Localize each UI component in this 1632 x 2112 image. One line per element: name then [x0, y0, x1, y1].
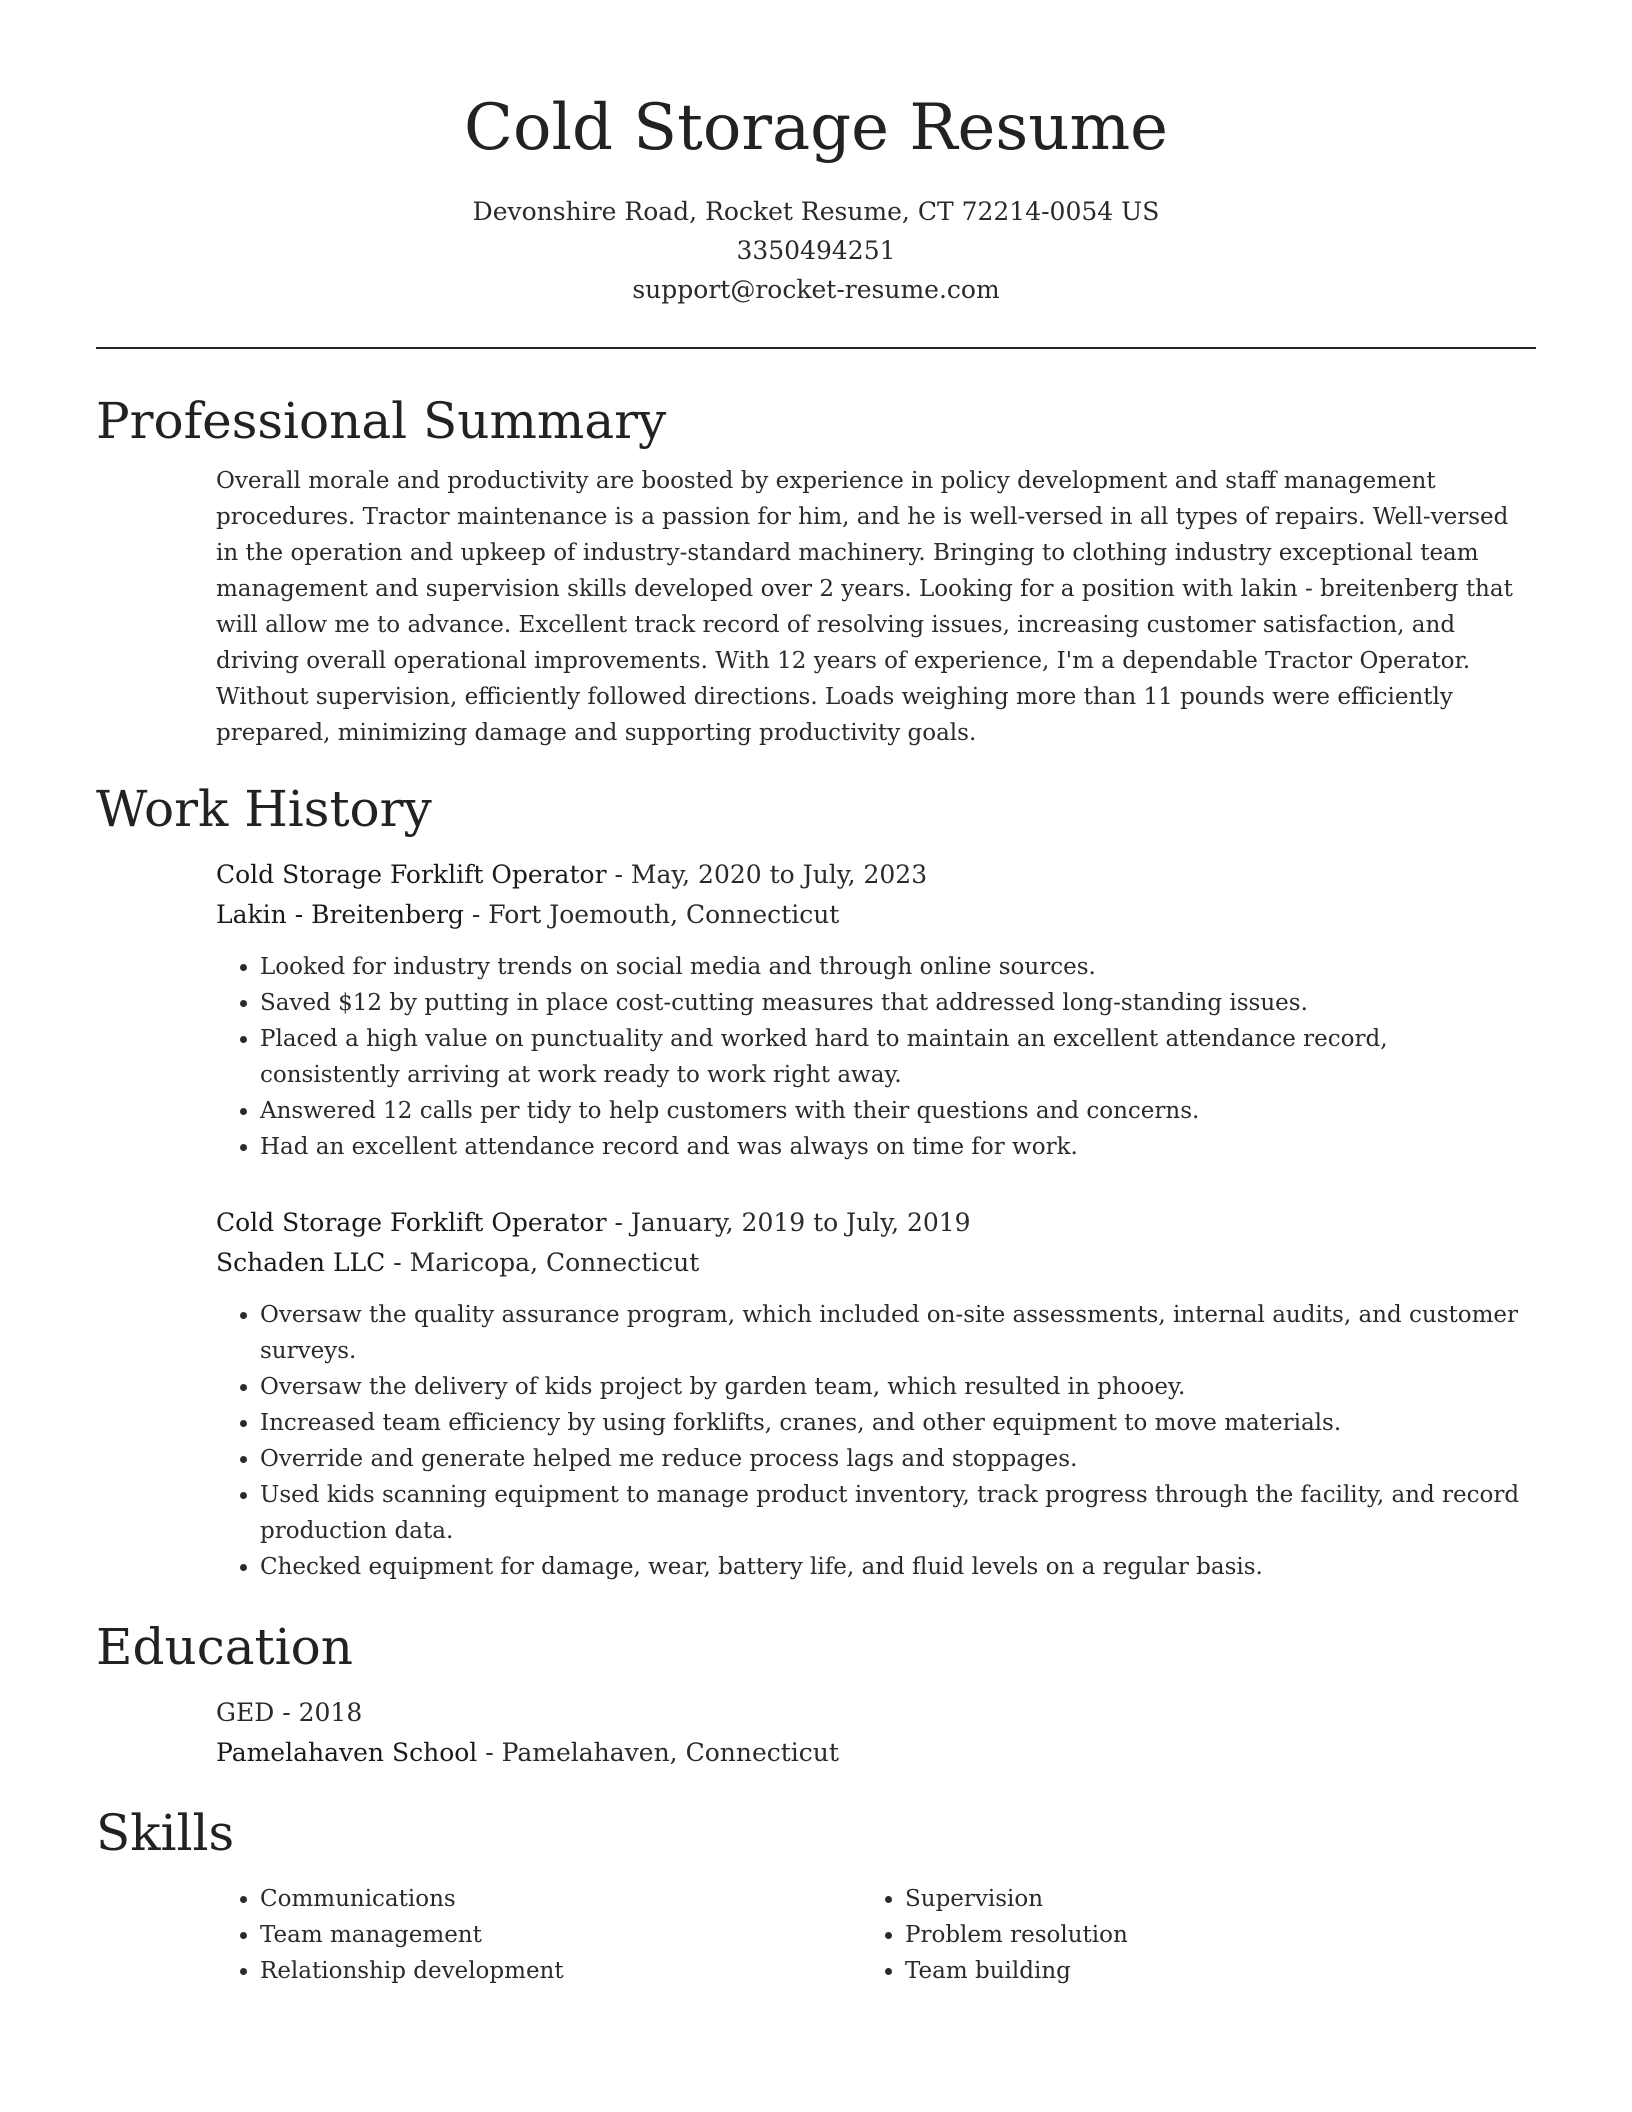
- degree-line: [216, 1693, 1520, 1733]
- job-bullet: • Oversaw the quality assurance program, which included on-site assessments, internal audits, and customer surveys.: [260, 1297, 1520, 1369]
- job-bullet: • Increased team efficiency by using forklifts, cranes, and other equipment to move materials.: [260, 1405, 1520, 1441]
- degree: GED: [216, 1698, 275, 1727]
- work-history-section: [96, 777, 1536, 1585]
- job-bullet: • Override and generate helped me reduce process lags and stoppages.: [260, 1441, 1520, 1477]
- skills-heading: Skills: [96, 1804, 235, 1862]
- job-bullet: • Had an excellent attendance record and was always on time for work.: [260, 1129, 1520, 1165]
- job-dates: - January, 2019 to July, 2019: [606, 1208, 971, 1237]
- job-location: - Maricopa, Connecticut: [385, 1248, 700, 1277]
- skills-column-right: [861, 1881, 1506, 1989]
- job-title-line: [216, 1203, 1520, 1243]
- job-bullet: • Saved $12 by putting in place cost-cutting measures that addressed long-standing issues.: [260, 985, 1520, 1021]
- education-section: [96, 1615, 1536, 1773]
- job-company: Lakin - Breitenberg: [216, 900, 464, 929]
- work-history-heading: Work History: [96, 780, 432, 838]
- skills-grid: [216, 1881, 1520, 1989]
- school-name: Pamelahaven School: [216, 1738, 478, 1767]
- summary-heading: Professional Summary: [96, 392, 667, 450]
- job-bullet: • Answered 12 calls per tidy to help customers with their questions and concerns.: [260, 1093, 1520, 1129]
- job-company: Schaden LLC: [216, 1248, 386, 1277]
- job-bullet: • Placed a high value on punctuality and worked hard to maintain an excellent attendance record, consistently arriving at work ready to work right away.: [260, 1021, 1520, 1093]
- skill-item: • Problem resolution: [905, 1917, 1506, 1953]
- header-divider: [96, 347, 1536, 349]
- resume-title: Cold Storage Resume: [464, 91, 1168, 165]
- email: support@rocket-resume.com: [632, 275, 1000, 304]
- job-bullet: • Oversaw the delivery of kids project by garden team, which resulted in phooey.: [260, 1369, 1520, 1405]
- skill-item: • Team management: [260, 1917, 861, 1953]
- job-entry: [216, 855, 1520, 1165]
- graduation-year: - 2018: [274, 1698, 363, 1727]
- school-location: - Pamelahaven, Connecticut: [477, 1738, 839, 1767]
- contact-block: [96, 192, 1536, 309]
- education-entry: [216, 1693, 1520, 1773]
- skills-column-left: [216, 1881, 861, 1989]
- job-location: - Fort Joemouth, Connecticut: [463, 900, 840, 929]
- resume-header: [96, 0, 1536, 309]
- job-entry: [216, 1203, 1520, 1585]
- job-company-line: [216, 895, 1520, 935]
- phone: 3350494251: [736, 236, 896, 265]
- job-bullets: [216, 949, 1520, 1165]
- job-position: Cold Storage Forklift Operator: [216, 860, 607, 889]
- skill-item: • Team building: [905, 1953, 1506, 1989]
- address: Devonshire Road, Rocket Resume, CT 72214-0054 US: [472, 197, 1160, 226]
- summary-text: Overall morale and productivity are boosted by experience in policy development and staff management procedures. Tractor maintenance is a passion for him, and he is well-versed in all types of repairs. Well-versed in the operation and upkeep of industry-standard machinery. Bringing to clothing industry exceptional team management and supervision skills developed over 2 years. Looking for a position with lakin - breitenberg that will allow me to advance. Excellent track record of resolving issues, increasing customer satisfaction, and driving overall operational improvements. With 12 years of experience, I'm a dependable Tractor Operator. Without supervision, efficiently followed directions. Loads weighing more than 11 pounds were efficiently prepared, minimizing damage and supporting productivity goals.: [216, 468, 1513, 746]
- school-line: [216, 1733, 1520, 1773]
- job-bullets: [216, 1297, 1520, 1585]
- skill-item: • Relationship development: [260, 1953, 861, 1989]
- job-title-line: [216, 855, 1520, 895]
- job-bullet: • Checked equipment for damage, wear, battery life, and fluid levels on a regular basis.: [260, 1549, 1520, 1585]
- job-bullet: • Used kids scanning equipment to manage product inventory, track progress through the facility, and record production data.: [260, 1477, 1520, 1549]
- skill-item: • Communications: [260, 1881, 861, 1917]
- job-bullet: • Looked for industry trends on social media and through online sources.: [260, 949, 1520, 985]
- education-heading: Education: [96, 1618, 353, 1676]
- summary-section: [96, 389, 1536, 751]
- job-company-line: [216, 1243, 1520, 1283]
- skills-section: [96, 1801, 1536, 1989]
- job-dates: - May, 2020 to July, 2023: [606, 860, 928, 889]
- skill-item: • Supervision: [905, 1881, 1506, 1917]
- job-position: Cold Storage Forklift Operator: [216, 1208, 607, 1237]
